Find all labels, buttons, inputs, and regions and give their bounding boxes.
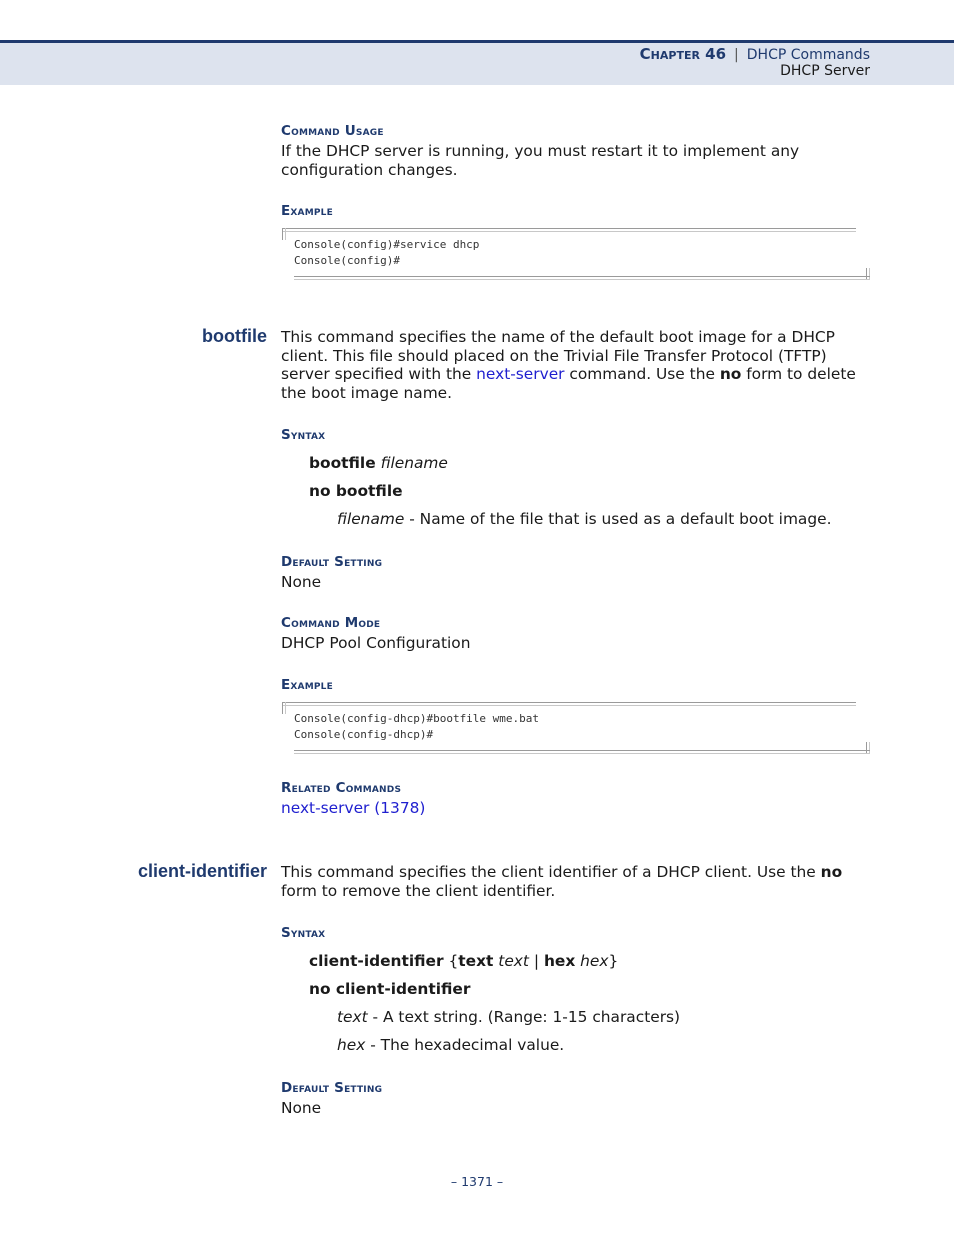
syntax-command: client-identifier [309,952,444,970]
code-example-box [282,228,870,282]
command-usage-heading: Command Usage [281,123,384,139]
code-frame-bottom [294,750,870,754]
code-frame-left [282,228,286,240]
code-line: Console(config-dhcp)# [294,728,434,741]
syntax-command: bootfile [309,454,376,472]
code-frame-left [282,702,286,714]
command-mode-heading: Command Mode [281,615,381,631]
syntax-keyword-text: text [458,952,494,970]
parameter-name: hex [337,1036,366,1054]
text-parameter [337,1008,680,1026]
syntax-argument: filename [380,454,448,472]
parameter-name: text [337,1008,368,1026]
syntax-no-command: no bootfile [309,482,403,500]
bootfile-desc-part: This command specifies the name of the default boot image for a DHCP client. This file should placed on the Trivial File Transfer Protocol (TFTP) server specified with the [281,328,835,384]
client-identifier-syntax [309,952,618,970]
parameter-name: filename [337,510,405,528]
code-line: Console(config)# [294,254,400,267]
client-identifier-description [281,863,871,900]
syntax-argument-hex: hex [580,952,609,970]
default-setting-value: None [281,573,322,591]
no-keyword: no [820,863,843,881]
hex-parameter [337,1036,564,1054]
client-identifier-desc-part: This command specifies the client identifier of a DHCP client. Use the [281,863,821,881]
code-frame-top [282,702,856,706]
next-server-link[interactable]: next-server [476,365,565,384]
related-command-link[interactable]: next-server (1378) [281,799,426,817]
syntax-keyword-hex: hex [543,952,576,970]
bootfile-desc-part: command. Use the [564,365,720,384]
bootfile-no-syntax [309,482,403,500]
example-heading: Example [281,677,333,693]
brace-open: { [448,952,459,970]
client-identifier-command-title: client-identifier [137,861,267,881]
code-example-box [282,702,870,756]
client-identifier-desc-part: form to remove the client identifier. [281,881,556,900]
command-usage-text: If the DHCP server is running, you must restart it to implement any configuration changes. [281,142,800,179]
bootfile-syntax [309,454,448,472]
example-heading: Example [281,203,333,219]
default-setting-value: None [281,1099,322,1117]
bootfile-parameter [337,510,832,528]
command-mode-value: DHCP Pool Configuration [281,634,471,652]
related-commands-heading: Related Commands [281,780,402,796]
bootfile-desc-part: form to delete the boot image name. [281,365,856,403]
syntax-heading: Syntax [281,925,326,941]
header-chapter-line [640,45,870,63]
brace-close: } [608,952,619,970]
page-number: – 1371 – [450,1174,504,1189]
default-setting-heading: Default Setting [281,554,383,570]
client-identifier-no-syntax [309,980,470,998]
parameter-description: - The hexadecimal value. [365,1036,565,1054]
syntax-heading: Syntax [281,427,326,443]
code-line: Console(config-dhcp)#bootfile wme.bat [294,712,540,725]
no-keyword: no [719,365,742,384]
parameter-description: - A text string. (Range: 1-15 characters) [367,1008,681,1026]
code-frame-bottom [294,276,870,280]
code-frame-top [282,228,856,232]
syntax-no-command: no client-identifier [309,980,471,998]
chapter-label: Chapter 46 [639,45,727,63]
bootfile-description [281,328,871,403]
bootfile-command-title: bootfile [202,326,267,346]
syntax-argument-text: text [498,952,529,970]
syntax-pipe: | [533,952,540,970]
chapter-title: DHCP Commands [746,47,870,63]
section-subtitle: DHCP Server [780,63,870,79]
header-separator: | [734,47,739,63]
default-setting-heading: Default Setting [281,1080,383,1096]
parameter-description: - Name of the file that is used as a default boot image. [404,510,832,528]
code-line: Console(config)#service dhcp [294,238,480,251]
